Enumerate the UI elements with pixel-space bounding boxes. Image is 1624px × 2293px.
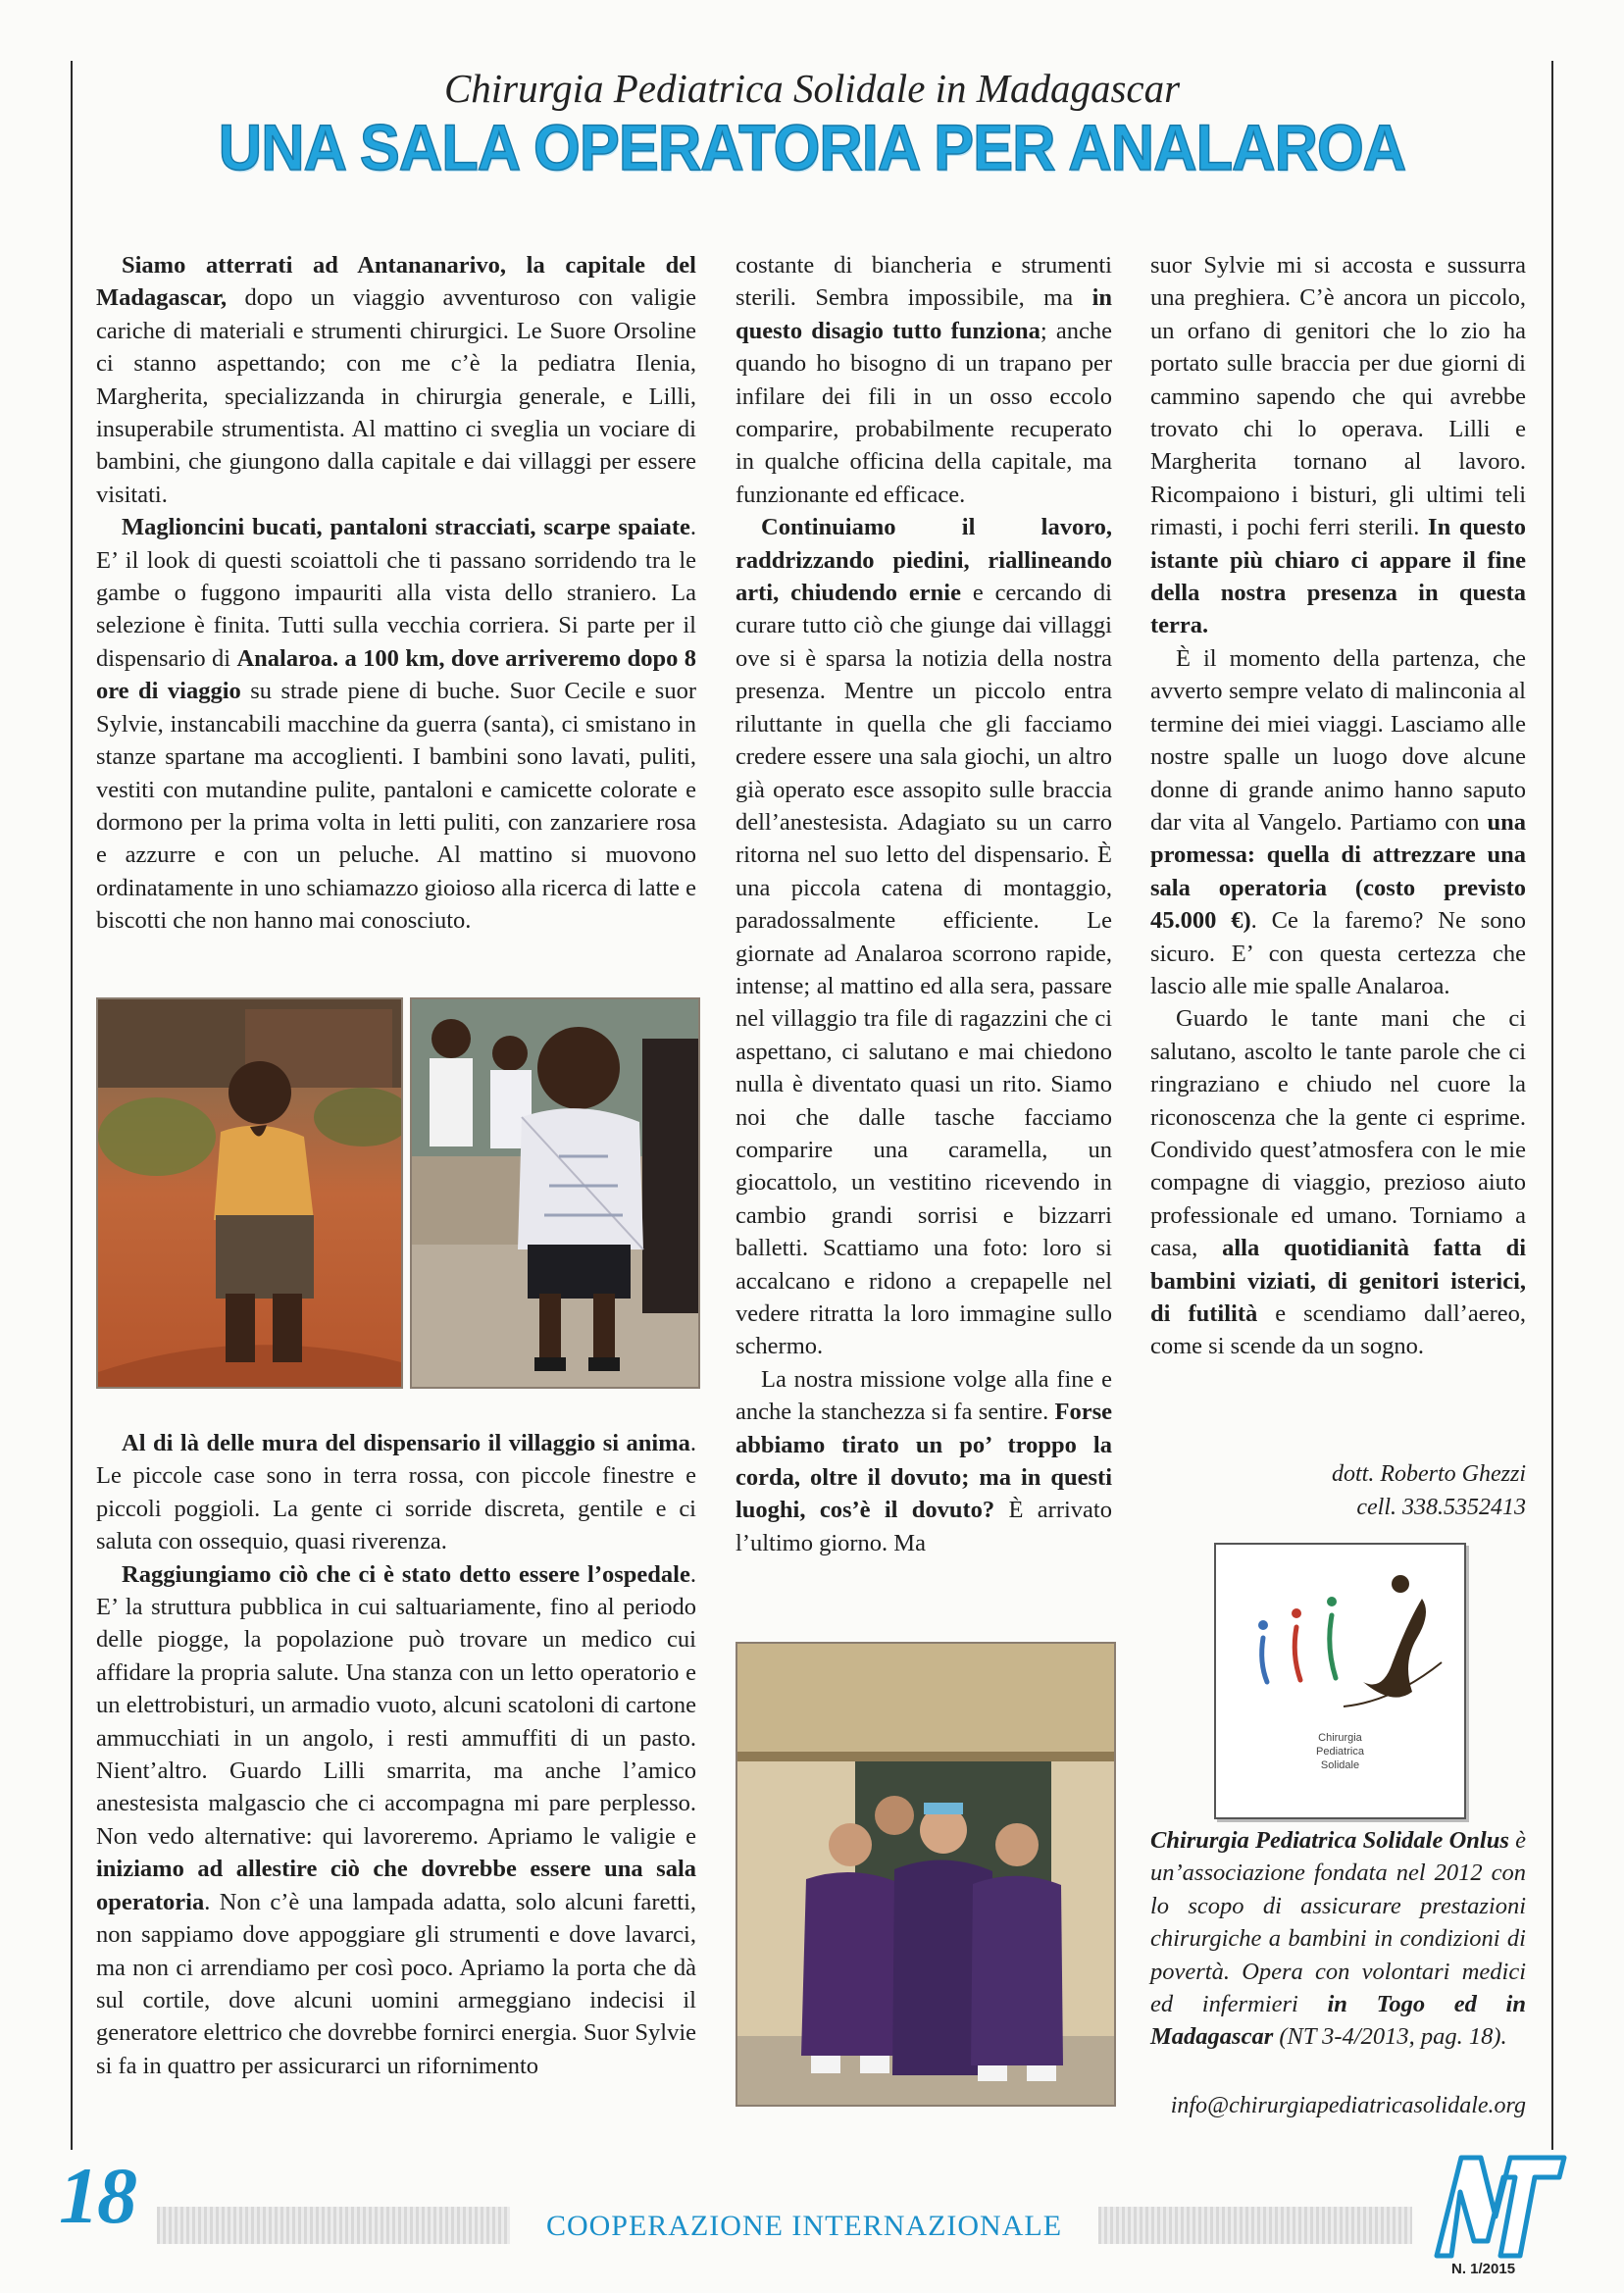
- column-1-bottom: [96, 1427, 696, 2082]
- paragraph: [736, 1363, 1112, 1559]
- association-name: Chirurgia Pediatrica Solidale Onlus: [1150, 1827, 1509, 1854]
- paragraph: [736, 511, 1112, 1363]
- text-run: ; anche quando ho bisogno di un trapano per infilare dei fili in un osso eccolo comparire, probabilmente recuperato in qualche officina della capitale, ma funzionante ed efficace.: [736, 317, 1112, 508]
- text-run: e scendiamo dall’aereo, come si scende da un sogno.: [1150, 1300, 1526, 1360]
- paragraph: [96, 249, 696, 511]
- text-run: su strade piene di buche. Suor Cecile e suor Sylvie, instancabili macchine da guerra (santa), ci smistano in stanze spartane ma accoglienti. I bambini sono lavati, puliti, vestiti con mutandine pulite, pantaloni e camicette colorate e dormono per la prima volta in letti puliti, con zanzariere rosa e azzurre e con un peluche. Al mattino si muovono ordinatamente in uno schiamazzo gioioso alla ricerca di latte e biscotti che non hanno mai conosciuto.: [96, 678, 696, 935]
- bold-lead: Raggiungiamo ciò che ci è stato detto essere l’ospedale: [122, 1560, 690, 1588]
- signature-name: dott. Roberto Ghezzi: [1332, 1461, 1526, 1487]
- paragraph: [736, 249, 1112, 511]
- photo-children-school: [410, 997, 700, 1389]
- nt-magazine-logo-icon: [1427, 2148, 1574, 2261]
- logo-caption: [1216, 1731, 1464, 1772]
- page-number: 18: [59, 2151, 135, 2240]
- photo-illustration: [737, 1644, 1114, 2105]
- bold-run: in questo disagio tutto funziona: [736, 284, 1112, 344]
- photo-medical-team: [736, 1642, 1116, 2107]
- paragraph: [96, 1558, 696, 2083]
- paragraph: [1150, 249, 1526, 642]
- bold-run: una promessa: quella di attrezzare una sala operatoria (costo previsto 45.000 €): [1150, 808, 1526, 935]
- text-run: La nostra missione volge alla fine e anche la stanchezza si fa sentire.: [736, 1365, 1112, 1426]
- association-email: info@chirurgiapediatricasolidale.org: [1170, 2093, 1526, 2118]
- paragraph: [96, 1427, 696, 1558]
- text-run: dopo un viaggio avventuroso con valigie cariche di materiali e strumenti chirurgici. Le Suore Orsoline ci stanno aspettando; con me c’è la pediatra Ilenia, Margherita, specializzanda in chirurgia generale, e Lilli, insuperabile strumentista. Al mattino ci sveglia un vociare di bambini, che giungono dalla capitale e dai villaggi per essere visitati.: [96, 284, 696, 508]
- paragraph: [1150, 1002, 1526, 1362]
- text-run: . Le piccole case sono in terra rossa, con piccole finestre e piccoli poggioli. La gente ci sorride discreta, gentile e ci saluta con ossequio, quasi riverenza.: [96, 1430, 696, 1555]
- column-3: [1150, 249, 1526, 1363]
- bold-run: in Togo ed in Madagascar: [1150, 1991, 1526, 2051]
- text-run: . E’ la struttura pubblica in cui saltuariamente, fino al periodo delle piogge, la popolazione può trovare un medico cui affidare la propria salute. Una stanza con un letto operatorio e un elettrobisturi, un armadio vuoto, alcuni scatoloni di cartone ammucchiati in un angolo, i resti ammuffiti di un pasto. Nient’altro. Guardo Lilli smarrita, ma anche l’amico anestesista malgascio che ci accompagna mi pare perplesso. Non vedo alternative: qui lavoreremo. Apriamo le valigie e: [96, 1560, 696, 1850]
- bold-run: alla quotidianità fatta di bambini viziati, di genitori isterici, di futilità: [1150, 1235, 1526, 1327]
- bold-run: Analaroa. a 100 km, dove arriveremo dopo 8 ore di viaggio: [96, 644, 696, 705]
- signature-phone: cell. 338.5352413: [1356, 1495, 1526, 1520]
- photo-illustration: [98, 999, 401, 1387]
- bold-run: In questo istante più chiaro ci appare il fine della nostra presenza in questa terra.: [1150, 514, 1526, 639]
- text-run: . E’ il look di questi scoiattoli che ti passano sorridendo tra le gambe o fuggono impauriti alla vista dello straniero. La selezione è finita. Tutti sulla vecchia corriera. Si parte per il dispensario di: [96, 514, 696, 672]
- article-kicker: Chirurgia Pediatrica Solidale in Madagascar: [443, 66, 1181, 111]
- text-run: . Non c’è una lampada adatta, solo alcuni faretti, non sappiamo dove appoggiare gli strumenti e dove lavarci, ma non ci arrendiamo per così poco. Apriamo la porta che dà sul cortile, dove alcuni uomini armeggiano indecisi il generatore elettrico che dovrebbe fornirci energia. Suor Sylvie si fa in quattro per assicurarci un rifornimento: [96, 1888, 696, 2079]
- logo-line-2: Pediatrica: [1316, 1746, 1364, 1758]
- bold-lead: Siamo atterrati ad Antananarivo, la capitale del Madagascar,: [96, 252, 696, 312]
- bold-lead: Maglioncini bucati, pantaloni stracciati, scarpe spaiate: [122, 514, 690, 541]
- text-run: È arrivato l’ultimo giorno. Ma: [736, 1497, 1112, 1556]
- text-run: È il momento della partenza, che avverto sempre velato di malinconia al termine dei miei viaggi. Lasciamo alle nostre spalle un luogo dove alcune donne di grande animo hanno saputo dar vita al Vangelo. Partiamo con: [1150, 644, 1526, 836]
- text-run: (NT 3-4/2013, pag. 18).: [1273, 2023, 1507, 2051]
- text-run: Guardo le tante mani che ci salutano, ascolto le tante parole che ci ringraziano e chiudo nel cuore la riconoscenza che la gente ci esprime. Condivido quest’atmosfera con le mie compagne di viaggio, prezioso aiuto professionale ed umano. Torniamo a casa,: [1150, 1005, 1526, 1262]
- right-rule: [1551, 61, 1553, 2150]
- text-run: e cercando di curare tutto ciò che giunge dai villaggi ove si è sparsa la notizia della nostra presenza. Mentre un piccolo entra riluttante in quella che gli facciamo credere essere una sala giochi, un altro già operato esce assopito sulle braccia dell’anestesista. Adagiato su un carro ritorna nel suo letto del dispensario. È una piccola catena di montaggio, paradossalmente efficiente. Le giornate ad Analaroa scorrono rapide, intense; al mattino ed alla sera, passare nel villaggio tra file di ragazzini che ci aspettano, ci salutano e mai chiedono nulla è diventato quasi un rito. Siamo noi che dalle tasche facciamo comparire una caramella, un giocattolo, un vestitino ricevendo in cambio grandi sorrisi e bizzarri balletti. Scattiamo una foto: loro si accalcano e ridono a crepapelle nel vedere ritratta la loro immagine sullo schermo.: [736, 580, 1112, 1360]
- paragraph: [96, 511, 696, 937]
- logo-line-3: Solidale: [1320, 1759, 1360, 1771]
- logo-line-1: Chirurgia: [1318, 1732, 1362, 1744]
- issue-number: N. 1/2015: [1451, 2261, 1516, 2277]
- left-rule: [71, 61, 73, 2150]
- article-title: UNA SALA OPERATORIA PER ANALAROA: [218, 111, 1406, 183]
- photo-illustration: [412, 999, 698, 1387]
- paragraph: [1150, 642, 1526, 1002]
- bold-lead: Continuiamo il lavoro, raddrizzando piedini, riallineando arti, chiudendo ernie: [736, 514, 1112, 607]
- logo-figures-icon: [1216, 1545, 1464, 1731]
- association-description: [1150, 1824, 1526, 2054]
- text-run: è un’associazione fondata nel 2012 con lo scopo di assicurare prestazioni chirurgiche a bambini in condizioni di povertà. Opera con volontari medici ed infermieri: [1150, 1827, 1527, 2018]
- bold-lead: Al di là delle mura del dispensario il villaggio si anima: [122, 1430, 690, 1456]
- column-1-top: [96, 249, 696, 938]
- bold-run: Forse abbiamo tirato un po’ troppo la corda, oltre il dovuto; ma in questi luoghi, cos’è il dovuto?: [736, 1399, 1112, 1524]
- section-label: COOPERAZIONE INTERNAZIONALE: [510, 2207, 1098, 2244]
- column-2: [736, 249, 1112, 1559]
- association-logo: [1214, 1543, 1466, 1819]
- text-run: suor Sylvie mi si accosta e sussurra una preghiera. C’è ancora un piccolo, un orfano di genitori che lo zio ha portato sulle braccia per due giorni di cammino sapendo che qui avrebbe trovato chi lo operava. Lilli e Margherita tornano al lavoro. Ricompaiono i bisturi, gli ultimi teli rimasti, i pochi ferri sterili.: [1150, 252, 1526, 541]
- bold-run: iniziamo ad allestire ciò che dovrebbe essere una sala operatoria: [96, 1856, 696, 1915]
- photo-child-red-earth: [96, 997, 403, 1389]
- text-run: costante di biancheria e strumenti sterili. Sembra impossibile, ma: [736, 252, 1112, 312]
- text-run: . Ce la faremo? Ne sono sicuro. E’ con questa certezza che lascio alle mie spalle Analaroa.: [1150, 907, 1526, 999]
